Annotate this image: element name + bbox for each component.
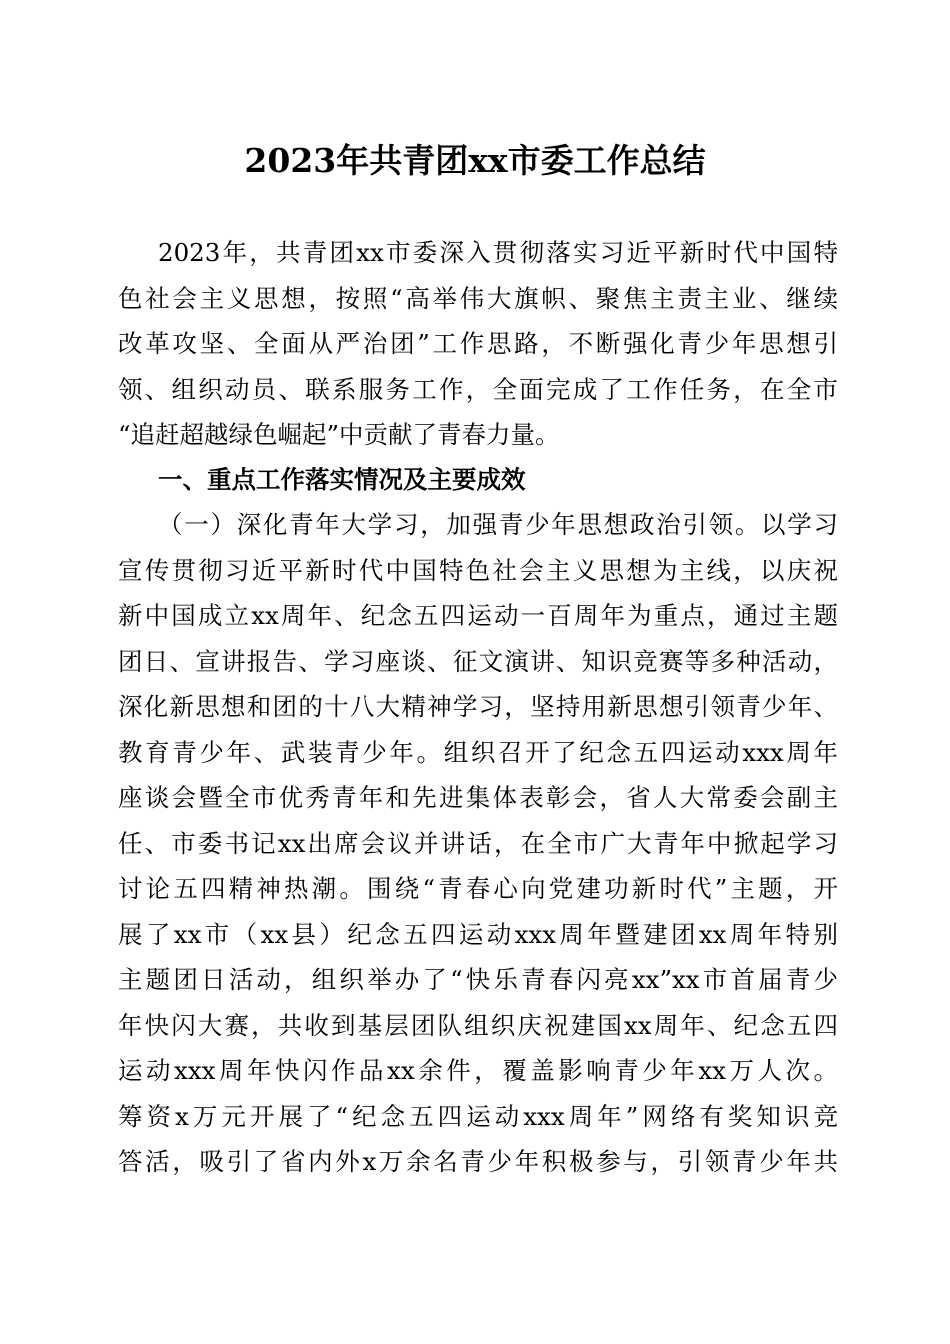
text-line: 主题团日活动，组织举办了“快乐青春闪亮xx”xx市首届青少 (118, 965, 838, 994)
text-line: 教育青少年、武装青少年。组织召开了纪念五四运动xxx周年 (118, 737, 838, 767)
section-heading-block (118, 457, 838, 503)
text-line: 年快闪大赛，共收到基层团队组织庆祝建国xx周年、纪念五四 (118, 1010, 838, 1040)
text-line: 色社会主义思想，按照“高举伟大旗帜、聚焦主责主业、继续 (118, 283, 838, 313)
text-line: 新中国成立xx周年、纪念五四运动一百周年为重点，通过主题 (118, 601, 838, 630)
text-line: 任、市委书记xx出席会议并讲话，在全市广大青年中掀起学习 (118, 828, 838, 858)
text-line: 筹资x万元开展了“纪念五四运动xxx周年”网络有奖知识竞 (118, 1101, 838, 1131)
text-line: 领、组织动员、联系服务工作，全面完成了工作任务，在全市 (118, 374, 838, 404)
text-line: 运动xxx周年快闪作品xx余件，覆盖影响青少年xx万人次。 (118, 1056, 838, 1085)
text-line: 座谈会暨全市优秀青年和先进集体表彰会，省人大常委会副主 (118, 783, 838, 812)
document-title: 2023年共青团xx市委工作总结 (244, 141, 706, 180)
text-line: 讨论五四精神热潮。围绕“青春心向党建功新时代”主题，开 (118, 874, 838, 903)
intro-paragraph (118, 230, 838, 458)
text-line: 2023年，共青团xx市委深入贯彻落实习近平新时代中国特 (158, 238, 838, 267)
text-line: 展了xx市（xx县）纪念五四运动xxx周年暨建团xx周年特别 (118, 919, 838, 949)
text-line: 深化新思想和团的十八大精神学习，坚持用新思想引领青少年、 (118, 692, 838, 721)
text-line: （一）深化青年大学习，加强青少年思想政治引领。以学习 (158, 510, 838, 539)
text-line: “追赶超越绿色崛起”中贡献了青春力量。 (118, 420, 560, 449)
section-heading: 一、重点工作落实情况及主要成效 (158, 465, 526, 494)
text-line: 改革攻坚、全面从严治团”工作思路，不断强化青少年思想引 (118, 329, 838, 358)
text-line: 答活，吸引了省内外x万余名青少年积极参与，引领青少年共 (118, 1147, 838, 1176)
text-line: 宣传贯彻习近平新时代中国特色社会主义思想为主线，以庆祝 (118, 555, 838, 585)
section1-paragraph (118, 502, 838, 1185)
text-line: 团日、宣讲报告、学习座谈、征文演讲、知识竞赛等多种活动， (118, 646, 838, 676)
